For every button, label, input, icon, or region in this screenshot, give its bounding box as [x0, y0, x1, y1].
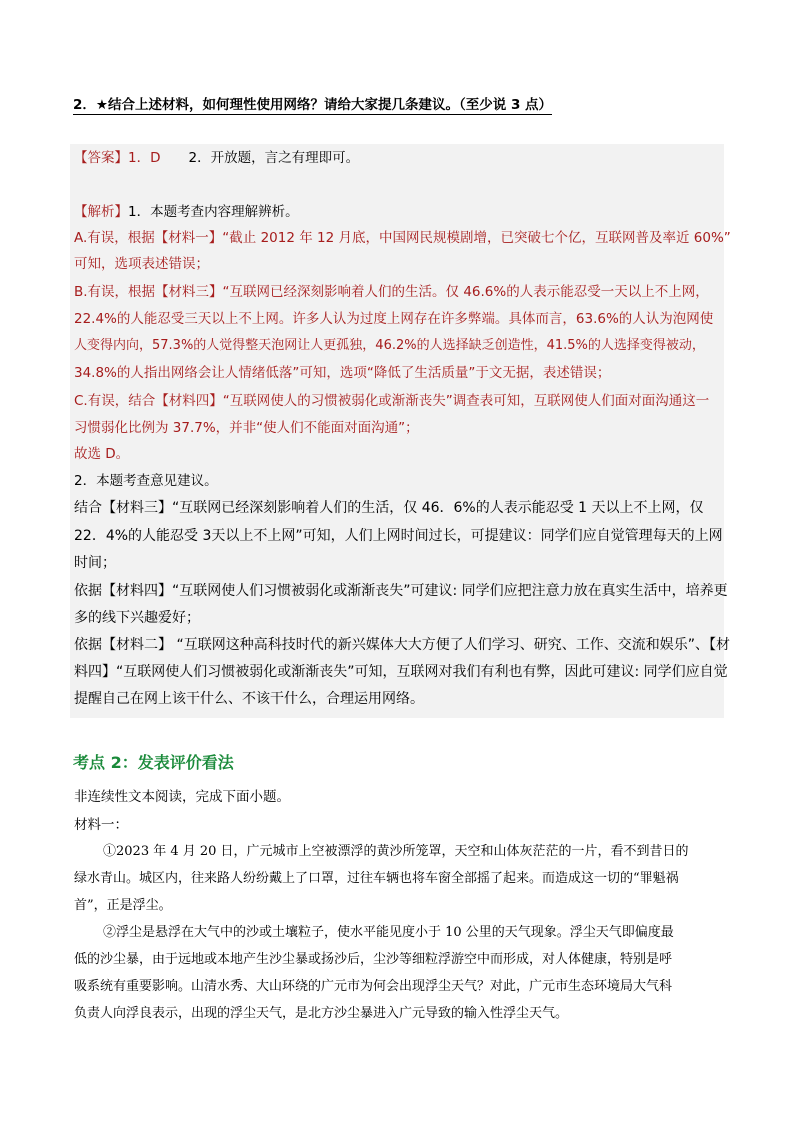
analysis-line	[74, 204, 299, 220]
material1-p2-line-2: 低的沙尘暴，由于远地或本地产生沙尘暴或扬沙后，尘沙等细粒浮游空中而形成，对人体健康，特别是呼	[74, 952, 673, 967]
suggestion-1-line-3: 时间；	[74, 555, 116, 571]
option-a-line-2: 可知，选项表述错误；	[74, 256, 209, 272]
answer-label: 【答案】	[74, 150, 128, 166]
choose-line: 故选 D。	[74, 446, 130, 462]
material-label: 材料一：	[74, 817, 128, 833]
analysis-label: 【解析】	[74, 204, 128, 220]
material1-p2-line-4: 负责人向浮良表示，出现的浮尘天气，是北方沙尘暴进入广元导致的输入性浮尘天气。	[74, 1006, 569, 1021]
material1-p1-line-2: 绿水青山。城区内，往来路人纷纷戴上了口罩，过往车辆也将车窗全部摇了起来。而造成这一切的“罪魁祸	[74, 871, 679, 886]
suggestion-3-line-1: 依据【材料二】 “互联网这种高科技时代的新兴媒体大大方便了人们学习、研究、工作、交流和娱乐”、【材	[74, 637, 730, 653]
suggestion-3-line-3: 提醒自己在网上该干什么、不该干什么，合理运用网络。	[74, 691, 424, 707]
question-2: 2．★结合上述材料，如何理性使用网络？请给大家提几条建议。（至少说 3 点）	[73, 93, 552, 115]
answer-line	[74, 150, 359, 166]
answer-2: 2．开放题，言之有理即可。	[188, 150, 360, 166]
option-b-line-2: 22.4%的人能忍受三天以上不上网。许多人认为过度上网存在许多弊端。具体而言，63.6%的人认为泡网使	[74, 311, 714, 327]
material1-p1-line-3: 首”，正是浮尘。	[74, 898, 172, 913]
option-c-line-1: C.有误，结合【材料四】“互联网使人的习惯被弱化或渐渐丧失”调查表可知，互联网使人们面对面沟通这一	[74, 393, 710, 409]
option-a-line-1: A.有误，根据【材料一】“截止 2012 年 12 月底，中国网民规模剧增，已突破七个亿，互联网普及率近 60%”	[74, 230, 731, 246]
option-b-line-4: 34.8%的人指出网络会让人情绪低落”可知，选项“降低了生活质量”于文无据，表述错误；	[74, 365, 611, 381]
option-c-line-2: 习惯弱化比例为 37.7%，并非“使人们不能面对面沟通”；	[74, 420, 419, 436]
suggestion-1-line-2: 22．4%的人能忍受 3天以上不上网”可知，人们上网时间过长，可提建议：同学们应自觉管理每天的上网	[74, 528, 723, 544]
material1-p2-line-3: 吸系统有重要影响。山清水秀、大山环绕的广元市为何会出现浮尘天气？对此，广元市生态环境局大气科	[74, 979, 673, 994]
material1-p1-line-1: ①2023 年 4 月 20 日，广元城市上空被漂浮的黄沙所笼罩，天空和山体灰茫茫的一片，看不到昔日的	[103, 844, 689, 859]
section-heading: 考点 2：发表评价看法	[73, 753, 234, 772]
option-b-line-1: B.有误，根据【材料三】“互联网已经深刻影响着人们的生活。仅 46.6%的人表示能忍受一天以上不上网，	[74, 284, 709, 300]
suggestion-2-line-1: 依据【材料四】“互联网使人们习惯被弱化或渐渐丧失”可建议: 同学们应把注意力放在真实生活中，培养更	[74, 583, 728, 599]
suggestion-1-line-1: 结合【材料三】“互联网已经深刻影响着人们的生活，仅 46．6%的人表示能忍受 1 天以上不上网，仅	[74, 500, 704, 516]
option-b-line-3: 人变得内向，57.3%的人觉得整天泡网让人更孤独，46.2%的人选择缺乏创造性，41.5%的人选择变得被动，	[74, 338, 705, 353]
q2-intro: 2．本题考查意见建议。	[74, 473, 218, 489]
instruction-text: 非连续性文本阅读，完成下面小题。	[74, 789, 290, 805]
answer-1: 1．D	[128, 150, 161, 166]
suggestion-2-line-2: 多的线下兴趣爱好；	[74, 610, 200, 626]
material1-p2-line-1: ②浮尘是悬浮在大气中的沙或土壤粒子，使水平能见度小于 10 公里的天气现象。浮尘天气即偏度最	[103, 925, 674, 940]
suggestion-3-line-2: 料四】“互联网使人们习惯被弱化或渐渐丧失”可知，互联网对我们有利也有弊，因此可建议: 同学们应自觉	[74, 664, 728, 680]
analysis-intro: 1．本题考查内容理解辨析。	[128, 204, 299, 220]
